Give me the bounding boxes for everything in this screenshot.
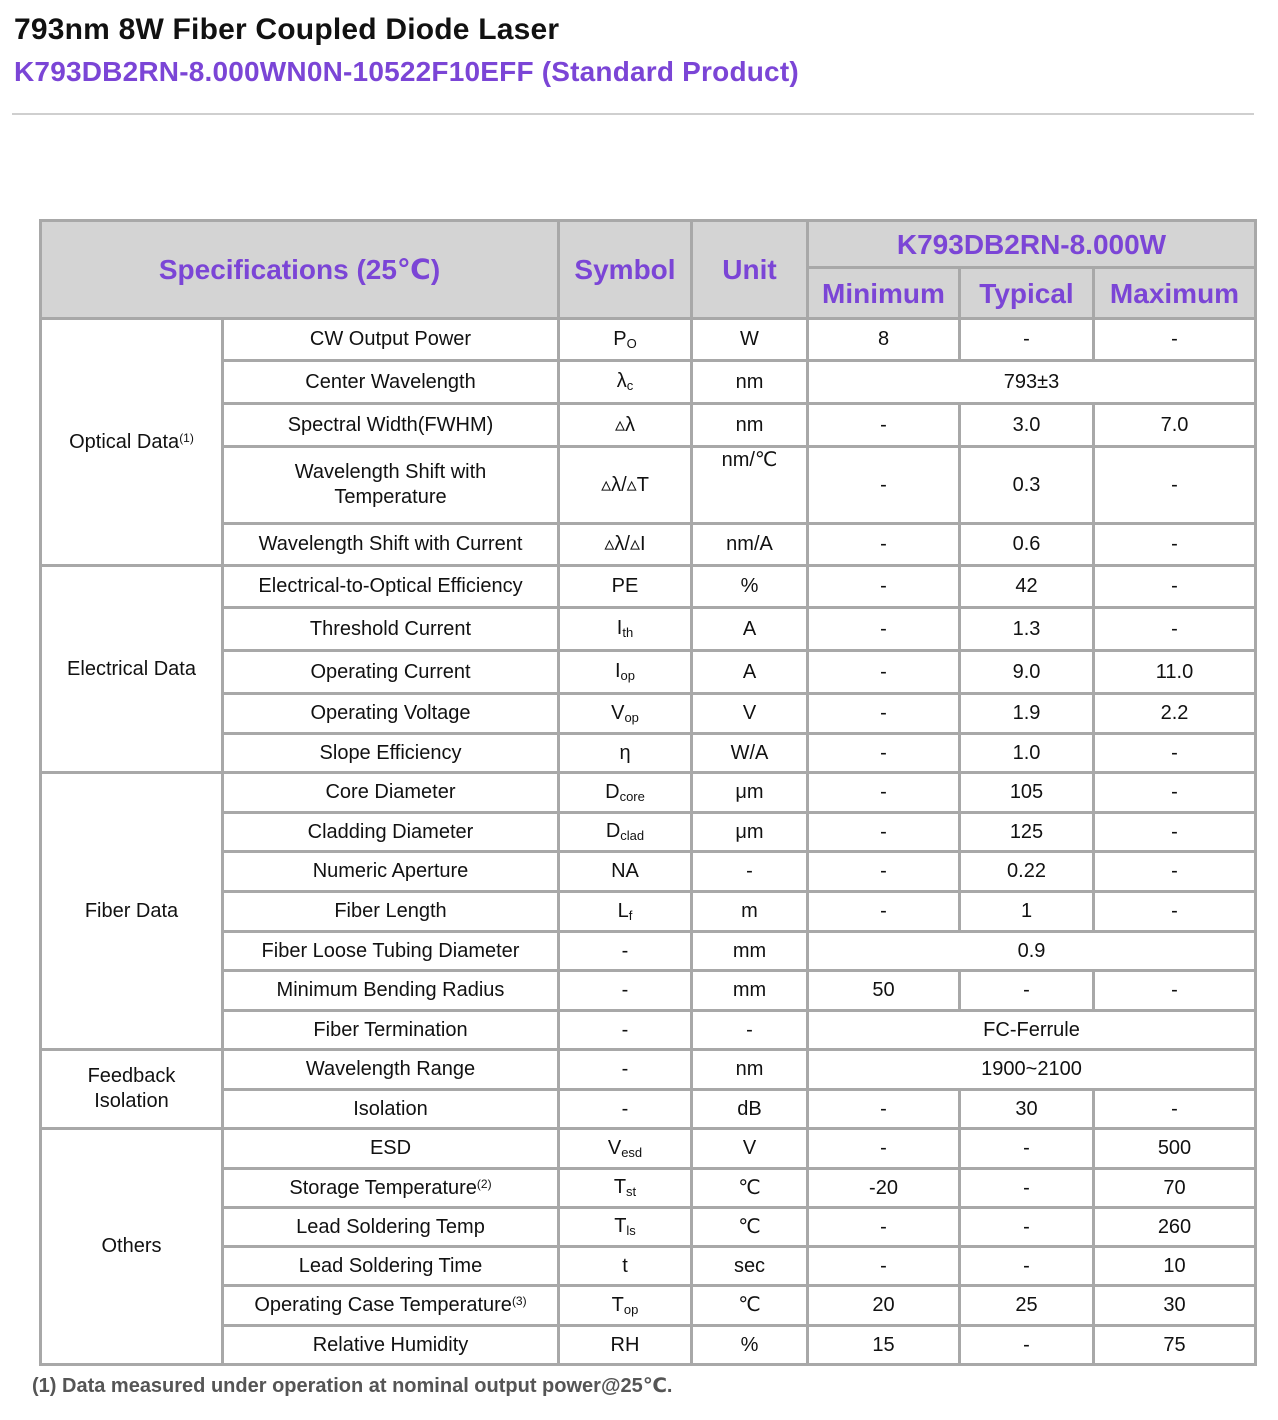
max-value-cell: 11.0 xyxy=(1094,651,1256,694)
symbol-cell xyxy=(559,813,692,852)
header-specifications: Specifications (25℃) xyxy=(41,221,559,319)
symbol-cell xyxy=(559,971,692,1011)
param-text: Storage Temperature xyxy=(289,1176,477,1199)
parameter-cell xyxy=(223,1208,559,1247)
symbol-text: T xyxy=(611,1293,624,1316)
unit-cell: A xyxy=(692,651,808,694)
typ-value-cell: - xyxy=(960,1247,1094,1286)
max-value-cell: 70 xyxy=(1094,1169,1256,1208)
table-row xyxy=(41,694,1256,734)
parameter-cell xyxy=(223,651,559,694)
symbol-cell xyxy=(559,447,692,524)
symbol-text: - xyxy=(621,979,629,1001)
symbol-text: D xyxy=(605,780,620,803)
symbol-cell xyxy=(559,1286,692,1326)
min-value-cell: - xyxy=(808,734,960,773)
symbol-text: V xyxy=(611,701,625,724)
param-text: Isolation xyxy=(353,1097,428,1120)
param-text: Electrical-to-Optical Efficiency xyxy=(258,575,523,597)
symbol-text: V xyxy=(607,1136,622,1159)
param-text: Operating Voltage xyxy=(310,702,471,724)
group-cell xyxy=(41,1129,223,1365)
typ-value-cell: 1 xyxy=(960,892,1094,932)
unit-cell: - xyxy=(692,852,808,892)
table-row xyxy=(41,651,1256,694)
group-label: Isolation xyxy=(94,1090,169,1112)
max-value-cell: - xyxy=(1094,319,1256,361)
parameter-cell xyxy=(223,813,559,852)
symbol-text: P xyxy=(613,327,627,350)
max-value-cell: - xyxy=(1094,852,1256,892)
header-maximum: Maximum xyxy=(1094,268,1256,319)
min-value-cell: - xyxy=(808,1090,960,1129)
typ-value-cell: 9.0 xyxy=(960,651,1094,694)
max-value-cell: 30 xyxy=(1094,1286,1256,1326)
max-value-cell: - xyxy=(1094,813,1256,852)
param-text: Lead Soldering Temp xyxy=(296,1215,485,1238)
symbol-text: ▵λ/▵I xyxy=(604,533,646,555)
param-text: Cladding Diameter xyxy=(307,820,474,843)
min-value-cell: - xyxy=(808,694,960,734)
max-value-cell: - xyxy=(1094,524,1256,566)
symbol-text: T xyxy=(613,1176,627,1199)
table-row xyxy=(41,1286,1256,1326)
symbol-text: λ xyxy=(616,370,627,393)
max-value-cell: - xyxy=(1094,608,1256,651)
param-text: Fiber Length xyxy=(334,900,447,922)
parameter-cell xyxy=(223,404,559,447)
unit-cell: nm/A xyxy=(692,524,808,566)
symbol-text: - xyxy=(621,1018,629,1041)
min-value-cell: - xyxy=(808,566,960,608)
symbol-subscript: op xyxy=(624,709,639,725)
symbol-text: I xyxy=(614,660,621,683)
unit-cell: mm xyxy=(692,932,808,971)
max-value-cell: 7.0 xyxy=(1094,404,1256,447)
param-text: Wavelength Shift with Temperature xyxy=(294,461,487,508)
typ-value-cell: 30 xyxy=(960,1090,1094,1129)
typ-value-cell: 0.6 xyxy=(960,524,1094,566)
param-text: ESD xyxy=(369,1137,412,1159)
merged-value-cell: 1900~2100 xyxy=(808,1050,1256,1090)
symbol-cell xyxy=(559,773,692,813)
symbol-subscript: esd xyxy=(621,1144,643,1160)
table-row xyxy=(41,971,1256,1011)
table-row xyxy=(41,1090,1256,1129)
parameter-cell xyxy=(223,608,559,651)
min-value-cell: - xyxy=(808,813,960,852)
table-body xyxy=(41,319,1256,1365)
footnote-ref: (2) xyxy=(476,1176,492,1191)
group-label: Others xyxy=(101,1235,162,1257)
parameter-cell xyxy=(223,932,559,971)
header-symbol: Symbol xyxy=(559,221,692,319)
param-text: Wavelength Range xyxy=(305,1058,476,1080)
typ-value-cell: - xyxy=(960,1129,1094,1169)
table-row xyxy=(41,1050,1256,1090)
typ-value-cell: 42 xyxy=(960,566,1094,608)
param-text: Center Wavelength xyxy=(305,370,476,393)
symbol-subscript: th xyxy=(622,625,634,641)
parameter-cell xyxy=(223,1050,559,1090)
max-value-cell: - xyxy=(1094,447,1256,524)
parameter-cell xyxy=(223,1129,559,1169)
parameter-cell xyxy=(223,319,559,361)
min-value-cell: - xyxy=(808,1247,960,1286)
table-row xyxy=(41,1208,1256,1247)
param-text: Wavelength Shift with Current xyxy=(258,533,523,555)
unit-cell: nm xyxy=(692,361,808,404)
max-value-cell: 75 xyxy=(1094,1326,1256,1365)
max-value-cell: - xyxy=(1094,773,1256,813)
param-text: Minimum Bending Radius xyxy=(276,979,505,1001)
symbol-cell xyxy=(559,1129,692,1169)
symbol-cell xyxy=(559,524,692,566)
unit-cell: % xyxy=(692,566,808,608)
param-text: Operating Case Temperature xyxy=(254,1294,512,1316)
parameter-cell xyxy=(223,1011,559,1050)
parameter-cell xyxy=(223,971,559,1011)
table-row xyxy=(41,932,1256,971)
typ-value-cell: - xyxy=(960,1208,1094,1247)
min-value-cell: -20 xyxy=(808,1169,960,1208)
parameter-cell xyxy=(223,1090,559,1129)
max-value-cell: 260 xyxy=(1094,1208,1256,1247)
parameter-cell xyxy=(223,1326,559,1365)
group-cell xyxy=(41,319,223,566)
max-value-cell: 500 xyxy=(1094,1129,1256,1169)
param-text: Fiber Loose Tubing Diameter xyxy=(261,939,520,962)
typ-value-cell: 125 xyxy=(960,813,1094,852)
group-label: Feedback xyxy=(87,1065,176,1087)
product-code-subtitle: K793DB2RN-8.000WN0N-10522F10EFF (Standard Product) xyxy=(14,56,799,87)
symbol-cell xyxy=(559,651,692,694)
param-text: Numeric Aperture xyxy=(312,860,469,882)
min-value-cell: - xyxy=(808,1129,960,1169)
typ-value-cell: 1.0 xyxy=(960,734,1094,773)
group-label: Electrical Data xyxy=(67,657,196,680)
unit-cell: A xyxy=(692,608,808,651)
unit-cell: nm xyxy=(692,1050,808,1090)
unit-cell: W xyxy=(692,319,808,361)
symbol-subscript: f xyxy=(628,907,633,923)
table-row xyxy=(41,852,1256,892)
symbol-subscript: op xyxy=(620,668,636,684)
min-value-cell: - xyxy=(808,447,960,524)
symbol-subscript: op xyxy=(623,1301,639,1317)
parameter-cell xyxy=(223,773,559,813)
header-divider xyxy=(12,113,1254,115)
min-value-cell: - xyxy=(808,1208,960,1247)
min-value-cell: 15 xyxy=(808,1326,960,1365)
param-text: Slope Efficiency xyxy=(319,741,462,764)
group-cell xyxy=(41,773,223,1050)
symbol-text: D xyxy=(605,820,621,843)
min-value-cell: - xyxy=(808,404,960,447)
table-row xyxy=(41,566,1256,608)
min-value-cell: - xyxy=(808,651,960,694)
parameter-cell xyxy=(223,566,559,608)
table-row xyxy=(41,734,1256,773)
header-typical: Typical xyxy=(960,268,1094,319)
symbol-cell xyxy=(559,566,692,608)
min-value-cell: - xyxy=(808,524,960,566)
symbol-text: T xyxy=(614,1215,627,1238)
specifications-table xyxy=(39,219,1257,1366)
min-value-cell: 8 xyxy=(808,319,960,361)
max-value-cell: - xyxy=(1094,892,1256,932)
typ-value-cell: 1.3 xyxy=(960,608,1094,651)
min-value-cell: - xyxy=(808,892,960,932)
unit-cell: nm/℃ xyxy=(692,447,808,524)
footnote: (1) Data measured under operation at nominal output power@25℃. xyxy=(32,1375,673,1397)
page-title: 793nm 8W Fiber Coupled Diode Laser xyxy=(14,13,560,46)
table-row xyxy=(41,1326,1256,1365)
typ-value-cell: 3.0 xyxy=(960,404,1094,447)
symbol-cell xyxy=(559,734,692,773)
group-cell xyxy=(41,1050,223,1129)
min-value-cell: - xyxy=(808,773,960,813)
parameter-cell xyxy=(223,447,559,524)
parameter-cell xyxy=(223,1247,559,1286)
max-value-cell: - xyxy=(1094,971,1256,1011)
table-row xyxy=(41,892,1256,932)
symbol-subscript: clad xyxy=(620,828,645,844)
symbol-text: - xyxy=(621,1097,629,1120)
symbol-cell xyxy=(559,892,692,932)
group-cell xyxy=(41,566,223,773)
symbol-cell xyxy=(559,608,692,651)
max-value-cell: 2.2 xyxy=(1094,694,1256,734)
symbol-cell xyxy=(559,1208,692,1247)
unit-cell: - xyxy=(692,1011,808,1050)
unit-cell: ℃ xyxy=(692,1169,808,1208)
symbol-subscript: c xyxy=(626,378,634,394)
unit-cell: mm xyxy=(692,971,808,1011)
param-text: CW Output Power xyxy=(309,328,472,350)
table-row xyxy=(41,447,1256,524)
max-value-cell: - xyxy=(1094,734,1256,773)
symbol-text: - xyxy=(621,939,629,962)
symbol-cell xyxy=(559,1011,692,1050)
parameter-cell xyxy=(223,734,559,773)
table-row xyxy=(41,404,1256,447)
footnote-ref: (1) xyxy=(179,430,194,445)
param-text: Threshold Current xyxy=(309,617,472,640)
unit-cell: μm xyxy=(692,813,808,852)
param-text: Fiber Termination xyxy=(313,1018,468,1041)
symbol-cell xyxy=(559,361,692,404)
header-unit: Unit xyxy=(692,221,808,319)
max-value-cell: 10 xyxy=(1094,1247,1256,1286)
param-text: Relative Humidity xyxy=(312,1333,469,1356)
param-text: Operating Current xyxy=(310,660,471,683)
unit-cell: dB xyxy=(692,1090,808,1129)
symbol-cell xyxy=(559,852,692,892)
unit-cell: nm xyxy=(692,404,808,447)
header-model: K793DB2RN-8.000W xyxy=(808,221,1256,268)
typ-value-cell: - xyxy=(960,971,1094,1011)
min-value-cell: 20 xyxy=(808,1286,960,1326)
symbol-text: - xyxy=(621,1058,629,1080)
table-row xyxy=(41,773,1256,813)
merged-value-cell: 0.9 xyxy=(808,932,1256,971)
symbol-cell xyxy=(559,319,692,361)
unit-cell: V xyxy=(692,1129,808,1169)
parameter-cell xyxy=(223,361,559,404)
min-value-cell: - xyxy=(808,852,960,892)
unit-cell: V xyxy=(692,694,808,734)
table-row xyxy=(41,524,1256,566)
table-row xyxy=(41,813,1256,852)
symbol-cell xyxy=(559,1090,692,1129)
parameter-cell xyxy=(223,524,559,566)
parameter-cell xyxy=(223,694,559,734)
max-value-cell: - xyxy=(1094,1090,1256,1129)
min-value-cell: 50 xyxy=(808,971,960,1011)
typ-value-cell: 1.9 xyxy=(960,694,1094,734)
symbol-cell xyxy=(559,932,692,971)
unit-cell: m xyxy=(692,892,808,932)
symbol-text: ▵λ xyxy=(614,413,636,436)
parameter-cell xyxy=(223,852,559,892)
header-minimum: Minimum xyxy=(808,268,960,319)
param-text: Spectral Width(FWHM) xyxy=(287,413,494,436)
symbol-cell xyxy=(559,1326,692,1365)
param-text: Lead Soldering Time xyxy=(298,1254,483,1277)
unit-cell: ℃ xyxy=(692,1286,808,1326)
table-row xyxy=(41,319,1256,361)
typ-value-cell: - xyxy=(960,319,1094,361)
group-label: Optical Data xyxy=(69,430,180,453)
group-label: Fiber Data xyxy=(84,899,179,922)
unit-cell: μm xyxy=(692,773,808,813)
parameter-cell xyxy=(223,1286,559,1326)
unit-cell: ℃ xyxy=(692,1208,808,1247)
table-row xyxy=(41,1247,1256,1286)
parameter-cell xyxy=(223,1169,559,1208)
typ-value-cell: - xyxy=(960,1169,1094,1208)
symbol-text: L xyxy=(617,899,629,922)
param-text: Core Diameter xyxy=(325,781,456,803)
symbol-text: PE xyxy=(611,575,639,597)
symbol-text: RH xyxy=(610,1333,640,1356)
symbol-text: NA xyxy=(611,860,639,882)
table-row xyxy=(41,361,1256,404)
symbol-cell xyxy=(559,404,692,447)
symbol-cell xyxy=(559,694,692,734)
max-value-cell: - xyxy=(1094,566,1256,608)
parameter-cell xyxy=(223,892,559,932)
typ-value-cell: 0.22 xyxy=(960,852,1094,892)
min-value-cell: - xyxy=(808,608,960,651)
symbol-subscript: core xyxy=(619,788,645,804)
symbol-text: t xyxy=(622,1254,628,1277)
symbol-text: η xyxy=(619,741,631,764)
table-row xyxy=(41,1011,1256,1050)
typ-value-cell: 25 xyxy=(960,1286,1094,1326)
symbol-subscript: st xyxy=(626,1184,637,1200)
symbol-subscript: ls xyxy=(626,1223,636,1239)
unit-cell: sec xyxy=(692,1247,808,1286)
symbol-text: ▵λ/▵T xyxy=(601,473,649,496)
symbol-cell xyxy=(559,1247,692,1286)
table-row xyxy=(41,608,1256,651)
symbol-subscript: O xyxy=(626,335,637,351)
typ-value-cell: - xyxy=(960,1326,1094,1365)
footnote-ref: (3) xyxy=(511,1294,527,1308)
symbol-cell xyxy=(559,1050,692,1090)
typ-value-cell: 0.3 xyxy=(960,447,1094,524)
typ-value-cell: 105 xyxy=(960,773,1094,813)
unit-cell: % xyxy=(692,1326,808,1365)
merged-value-cell: FC-Ferrule xyxy=(808,1011,1256,1050)
table-row xyxy=(41,1129,1256,1169)
unit-cell: W/A xyxy=(692,734,808,773)
symbol-text: I xyxy=(616,617,623,640)
symbol-cell xyxy=(559,1169,692,1208)
merged-value-cell: 793±3 xyxy=(808,361,1256,404)
table-row xyxy=(41,1169,1256,1208)
